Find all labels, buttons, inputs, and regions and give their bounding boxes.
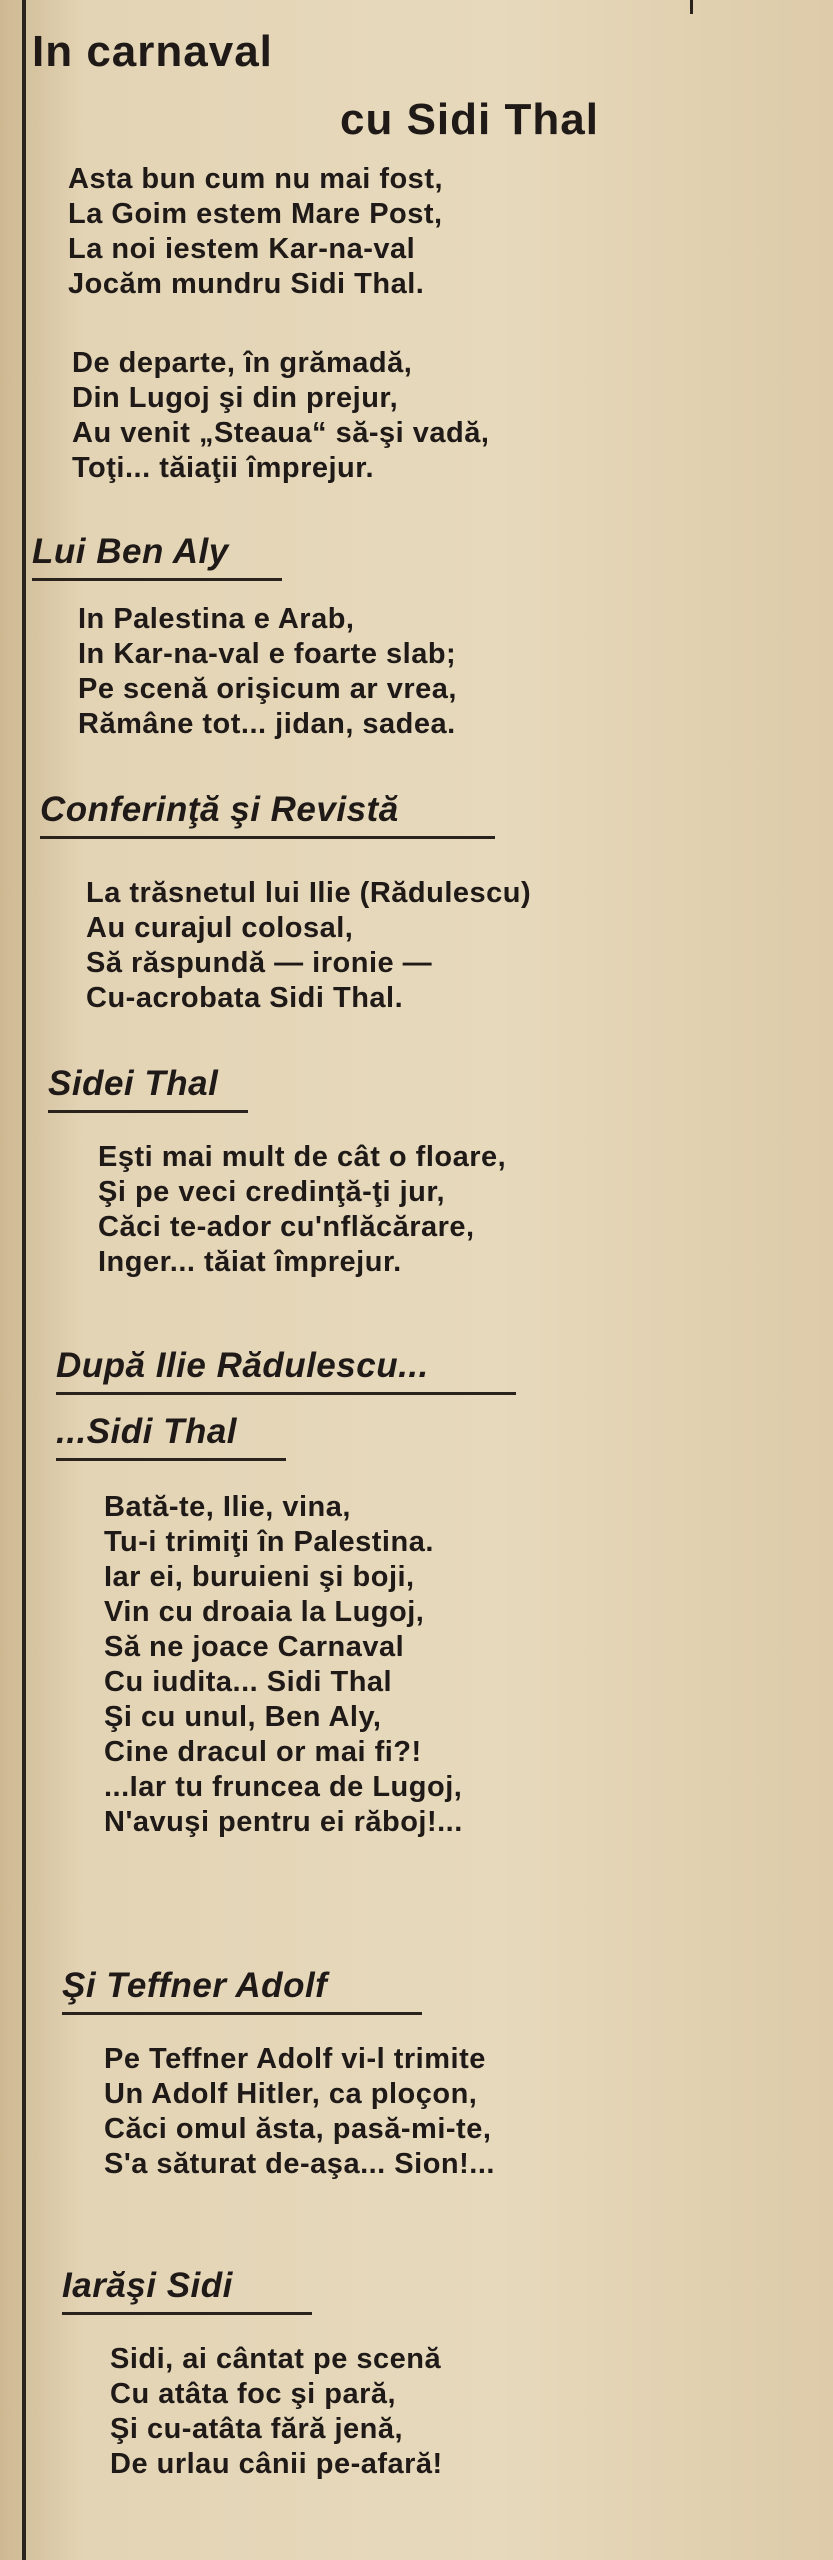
verse-line: La trăsnetul lui Ilie (Rădulescu)	[86, 877, 532, 909]
verse-line: Să răspundă — ironie —	[86, 947, 433, 979]
verse-line: Din Lugoj şi din prejur,	[72, 382, 399, 414]
section-heading-lui-ben-aly: Lui Ben Aly	[32, 532, 282, 581]
verse-line: Şi cu unul, Ben Aly,	[104, 1701, 382, 1733]
verse-line: Sidi, ai cântat pe scenă	[110, 2343, 442, 2375]
verse-line: Au venit „Steaua“ să-şi vadă,	[72, 417, 490, 449]
verse-line: Căci te-ador cu'nflăcărare,	[98, 1211, 475, 1243]
verse-line: Cu-acrobata Sidi Thal.	[86, 982, 404, 1014]
verse-line: Bată-te, Ilie, vina,	[104, 1491, 351, 1523]
stanza-conferinta	[86, 876, 531, 1016]
title-line-1: In carnaval	[32, 27, 273, 76]
verse-line: Cu atâta foc şi pară,	[110, 2378, 397, 2410]
stanza-teffner	[104, 2042, 495, 2182]
verse-line: Cine dracul or mai fi?!	[104, 1736, 422, 1768]
verse-line: Eşti mai mult de cât o floare,	[98, 1141, 507, 1173]
section-heading-dupa-ilie: După Ilie Rădulescu...	[56, 1346, 516, 1395]
verse-line: Toţi... tăiaţii împrejur.	[72, 452, 375, 484]
verse-line: Şi cu-atâta fără jenă,	[110, 2413, 404, 2445]
verse-line: Jocăm mundru Sidi Thal.	[68, 268, 425, 300]
verse-line: De departe, în grămadă,	[72, 347, 413, 379]
section-subheading-sidi-thal: ...Sidi Thal	[56, 1412, 286, 1461]
verse-line: Tu-i trimiţi în Palestina.	[104, 1526, 434, 1558]
section-heading-sidei-thal: Sidei Thal	[48, 1064, 248, 1113]
stanza-2	[72, 346, 489, 486]
verse-line: In Kar-na-val e foarte slab;	[78, 638, 457, 670]
verse-line: Vin cu droaia la Lugoj,	[104, 1596, 425, 1628]
stanza-lui-ben-aly	[78, 602, 457, 742]
verse-line: Şi pe veci credinţă-ţi jur,	[98, 1176, 446, 1208]
verse-line: In Palestina e Arab,	[78, 603, 355, 635]
column-rule-top	[690, 0, 693, 14]
verse-line: Căci omul ăsta, pasă-mi-te,	[104, 2113, 492, 2145]
stanza-iarasi-sidi	[110, 2342, 443, 2482]
verse-line: Iar ei, buruieni şi boji,	[104, 1561, 415, 1593]
verse-line: Inger... tăiat împrejur.	[98, 1246, 402, 1278]
stanza-sidei-thal	[98, 1140, 506, 1280]
verse-line: Cu iudita... Sidi Thal	[104, 1666, 393, 1698]
verse-line: Pe Teffner Adolf vi-l trimite	[104, 2043, 486, 2075]
verse-line: N'avuşi pentru ei răboj!...	[104, 1806, 463, 1838]
section-heading-iarasi-sidi: Iarăşi Sidi	[62, 2266, 312, 2315]
verse-line: De urlau cânii pe-afară!	[110, 2448, 443, 2480]
section-heading-teffner: Şi Teffner Adolf	[62, 1966, 422, 2015]
column-rule	[22, 0, 26, 2560]
verse-line: Rămâne tot... jidan, sadea.	[78, 708, 456, 740]
verse-line: La noi iestem Kar-na-val	[68, 233, 416, 265]
verse-line: Au curajul colosal,	[86, 912, 354, 944]
stanza-1	[68, 162, 443, 302]
verse-line: Un Adolf Hitler, ca ploçon,	[104, 2078, 478, 2110]
verse-line: Asta bun cum nu mai fost,	[68, 163, 444, 195]
verse-line: Să ne joace Carnaval	[104, 1631, 405, 1663]
verse-line: Pe scenă orişicum ar vrea,	[78, 673, 457, 705]
verse-line: ...Iar tu fruncea de Lugoj,	[104, 1771, 463, 1803]
section-heading-conferinta: Conferinţă şi Revistă	[40, 790, 495, 839]
stanza-dupa-ilie	[104, 1490, 463, 1840]
verse-line: S'a săturat de-aşa... Sion!...	[104, 2148, 495, 2180]
title-line-2: cu Sidi Thal	[340, 95, 599, 144]
verse-line: La Goim estem Mare Post,	[68, 198, 443, 230]
